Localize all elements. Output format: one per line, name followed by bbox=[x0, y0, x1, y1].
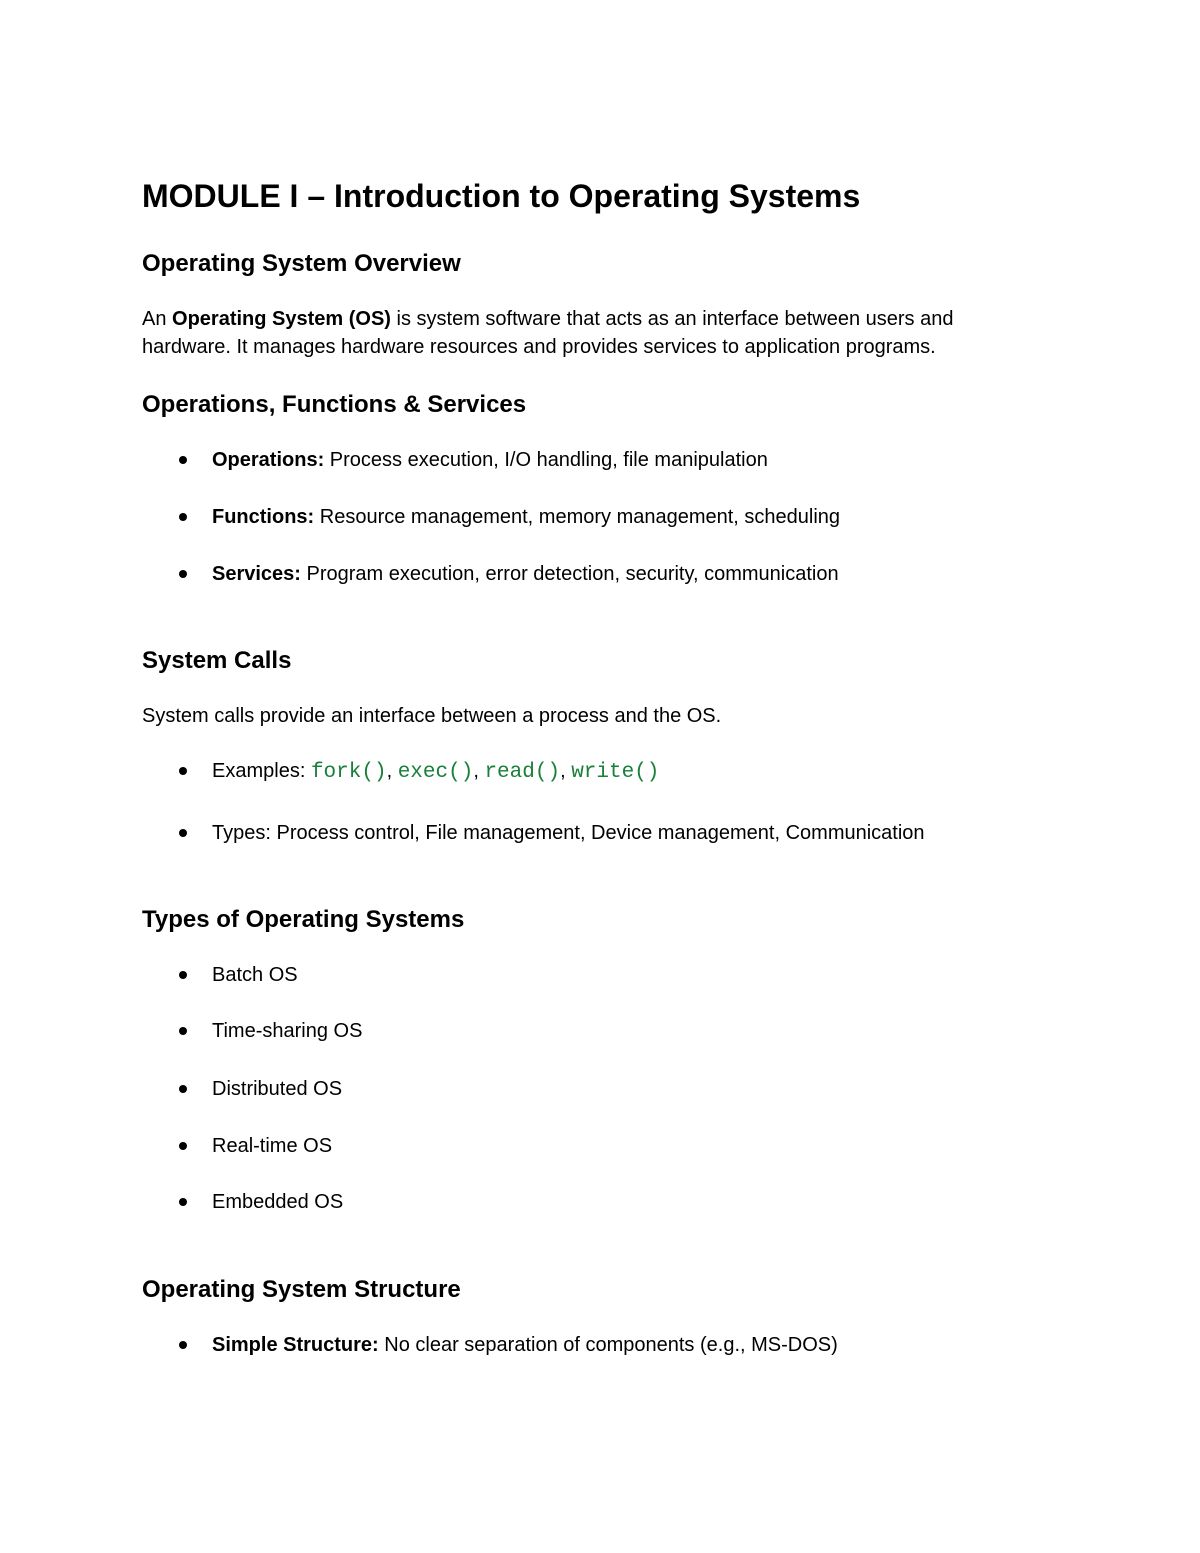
item-text: Process execution, I/O handling, file manipulation bbox=[324, 449, 768, 471]
heading-system-calls: System Calls bbox=[142, 647, 292, 674]
item-text: Resource management, memory management, scheduling bbox=[314, 506, 841, 528]
item-text: No clear separation of components (e.g., MS-DOS) bbox=[378, 1334, 838, 1356]
types-text: Types: Process control, File management, Device management, Communication bbox=[212, 822, 925, 844]
overview-para-bold: Operating System (OS) bbox=[172, 308, 391, 330]
item-text: Real-time OS bbox=[212, 1135, 333, 1157]
bullet-icon bbox=[179, 971, 187, 979]
item-label: Services: bbox=[212, 563, 301, 585]
item-label: Operations: bbox=[212, 449, 325, 471]
heading-operations-functions-services: Operations, Functions & Services bbox=[142, 391, 527, 418]
overview-paragraph bbox=[142, 305, 1042, 361]
bullet-icon bbox=[179, 513, 187, 521]
system-calls-paragraph: System calls provide an interface between a process and the OS. bbox=[142, 705, 722, 727]
item-text: Batch OS bbox=[212, 964, 298, 986]
code-read: read() bbox=[484, 761, 561, 784]
item-label: Functions: bbox=[212, 506, 315, 528]
item-text: Program execution, error detection, security, communication bbox=[300, 563, 839, 585]
heading-os-overview: Operating System Overview bbox=[142, 250, 461, 277]
bullet-icon bbox=[179, 570, 187, 578]
bullet-icon bbox=[179, 829, 187, 837]
code-write: write() bbox=[571, 761, 660, 784]
item-text: Embedded OS bbox=[212, 1191, 344, 1213]
module-title: MODULE I – Introduction to Operating Systems bbox=[142, 178, 861, 214]
heading-os-structure: Operating System Structure bbox=[142, 1276, 461, 1303]
bullet-icon bbox=[179, 1341, 187, 1349]
bullet-icon bbox=[179, 767, 187, 775]
separator: , bbox=[386, 760, 398, 782]
bullet-icon bbox=[179, 456, 187, 464]
overview-para-rest: is system software that acts as an interface between users and hardware. It manages hardware resources and provides services to application programs. bbox=[142, 308, 954, 358]
item-label: Simple Structure: bbox=[212, 1334, 379, 1356]
heading-types-of-os: Types of Operating Systems bbox=[142, 906, 465, 933]
separator: , bbox=[560, 760, 572, 782]
item-text: Time-sharing OS bbox=[212, 1020, 363, 1042]
code-exec: exec() bbox=[397, 761, 474, 784]
code-fork: fork() bbox=[310, 761, 387, 784]
item-text: Distributed OS bbox=[212, 1078, 343, 1100]
examples-label: Examples: bbox=[212, 760, 311, 782]
overview-para-prefix: An bbox=[142, 308, 173, 330]
bullet-icon bbox=[179, 1027, 187, 1035]
bullet-icon bbox=[179, 1198, 187, 1206]
separator: , bbox=[473, 760, 485, 782]
bullet-icon bbox=[179, 1142, 187, 1150]
bullet-icon bbox=[179, 1085, 187, 1093]
